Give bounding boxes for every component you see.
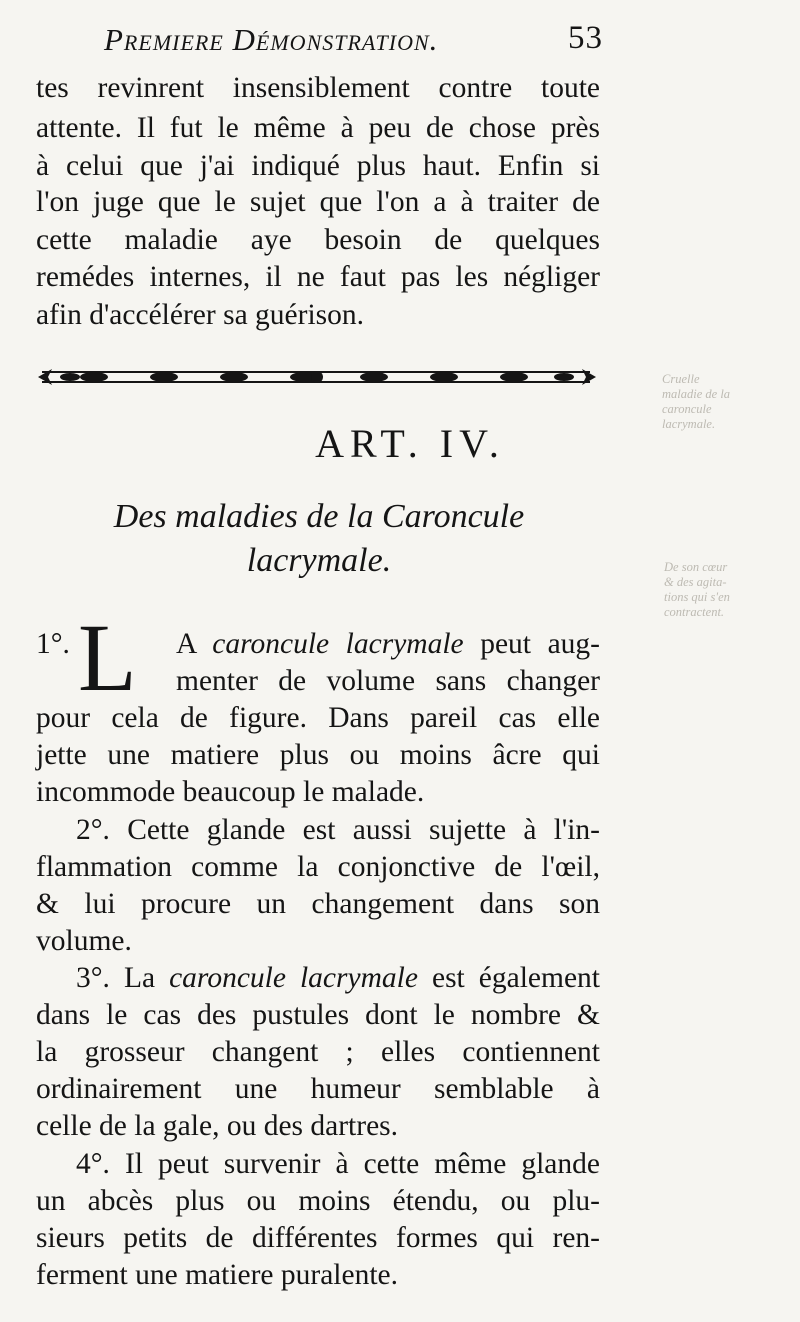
text-line: un abcès plus ou moins étendu, ou plu- <box>36 1185 600 1217</box>
text-line: volume. <box>36 925 132 957</box>
drop-cap: L <box>78 604 137 711</box>
running-title: Premiere Démonstration. <box>104 22 439 57</box>
text-line: flammation comme la conjonctive de l'œil, <box>36 851 600 883</box>
text-line: dans le cas des pustules dont le nombre & <box>36 999 600 1031</box>
running-header <box>78 18 603 62</box>
text-line: cette maladie aye besoin de quelques <box>36 224 600 256</box>
marginal-note-line: De son cœur <box>664 560 728 574</box>
text-line: pour cela de figure. Dans pareil cas elle <box>36 702 600 734</box>
text-line: ordinairement une humeur semblable à <box>36 1073 600 1105</box>
marginal-note-line: maladie de la <box>662 387 731 401</box>
text-line <box>76 960 600 996</box>
text-line: ferment une matiere puralente. <box>36 1259 399 1291</box>
marginal-note-line: Cruelle <box>662 372 700 386</box>
text-line: menter de volume sans changer <box>176 665 600 697</box>
marginal-note-line: caroncule <box>662 402 712 416</box>
ornamental-divider <box>34 360 600 394</box>
text-line: l'on juge que le sujet que l'on a à traiter de <box>36 186 600 218</box>
text-segment: 3°. La <box>76 962 170 994</box>
text-line: sieurs petits de différentes formes qui ren- <box>36 1222 600 1254</box>
marginal-note-line: tions qui s'en <box>664 590 730 604</box>
marginal-note <box>664 560 730 620</box>
text-line <box>176 626 600 662</box>
text-segment: peut aug- <box>463 628 600 660</box>
text-line: afin d'accélérer sa guérison. <box>36 299 365 331</box>
section-title: Des maladies de la Caroncule <box>113 498 525 535</box>
marginal-note-line: contractent. <box>664 605 725 619</box>
text-line: remédes internes, il ne faut pas les négliger <box>36 261 600 293</box>
italic-term: caroncule lacrymale <box>212 628 464 660</box>
text-line: la grosseur changent ; elles contiennent <box>36 1036 600 1068</box>
article-heading: ART. IV. <box>315 421 505 466</box>
text-segment: est également <box>417 962 600 994</box>
italic-term: caroncule lacrymale <box>169 962 418 994</box>
paragraph-number: 1°. <box>36 628 70 660</box>
page-number: 53 <box>568 20 603 56</box>
marginal-note-line: & des agita- <box>664 575 727 589</box>
text-line: tes revinrent insensiblement contre toute <box>36 72 600 104</box>
text-line: celle de la gale, ou des dartres. <box>36 1110 399 1142</box>
text-line: incommode beaucoup le malade. <box>36 776 425 808</box>
marginal-note-line: lacrymale. <box>662 417 716 431</box>
text-line: & lui procure un changement dans son <box>36 888 600 920</box>
text-line: 4°. Il peut survenir à cette même glande <box>76 1148 600 1180</box>
marginal-note <box>662 372 730 432</box>
text-line: attente. Il fut le même à peu de chose près <box>36 112 600 144</box>
section-title-continued: lacrymale. <box>246 542 392 579</box>
text-segment: A <box>176 628 213 660</box>
text-line: jette une matiere plus ou moins âcre qui <box>36 739 600 771</box>
text-line: à celui que j'ai indiqué plus haut. Enfin si <box>36 150 600 182</box>
text-line: 2°. Cette glande est aussi sujette à l'in- <box>76 814 600 846</box>
